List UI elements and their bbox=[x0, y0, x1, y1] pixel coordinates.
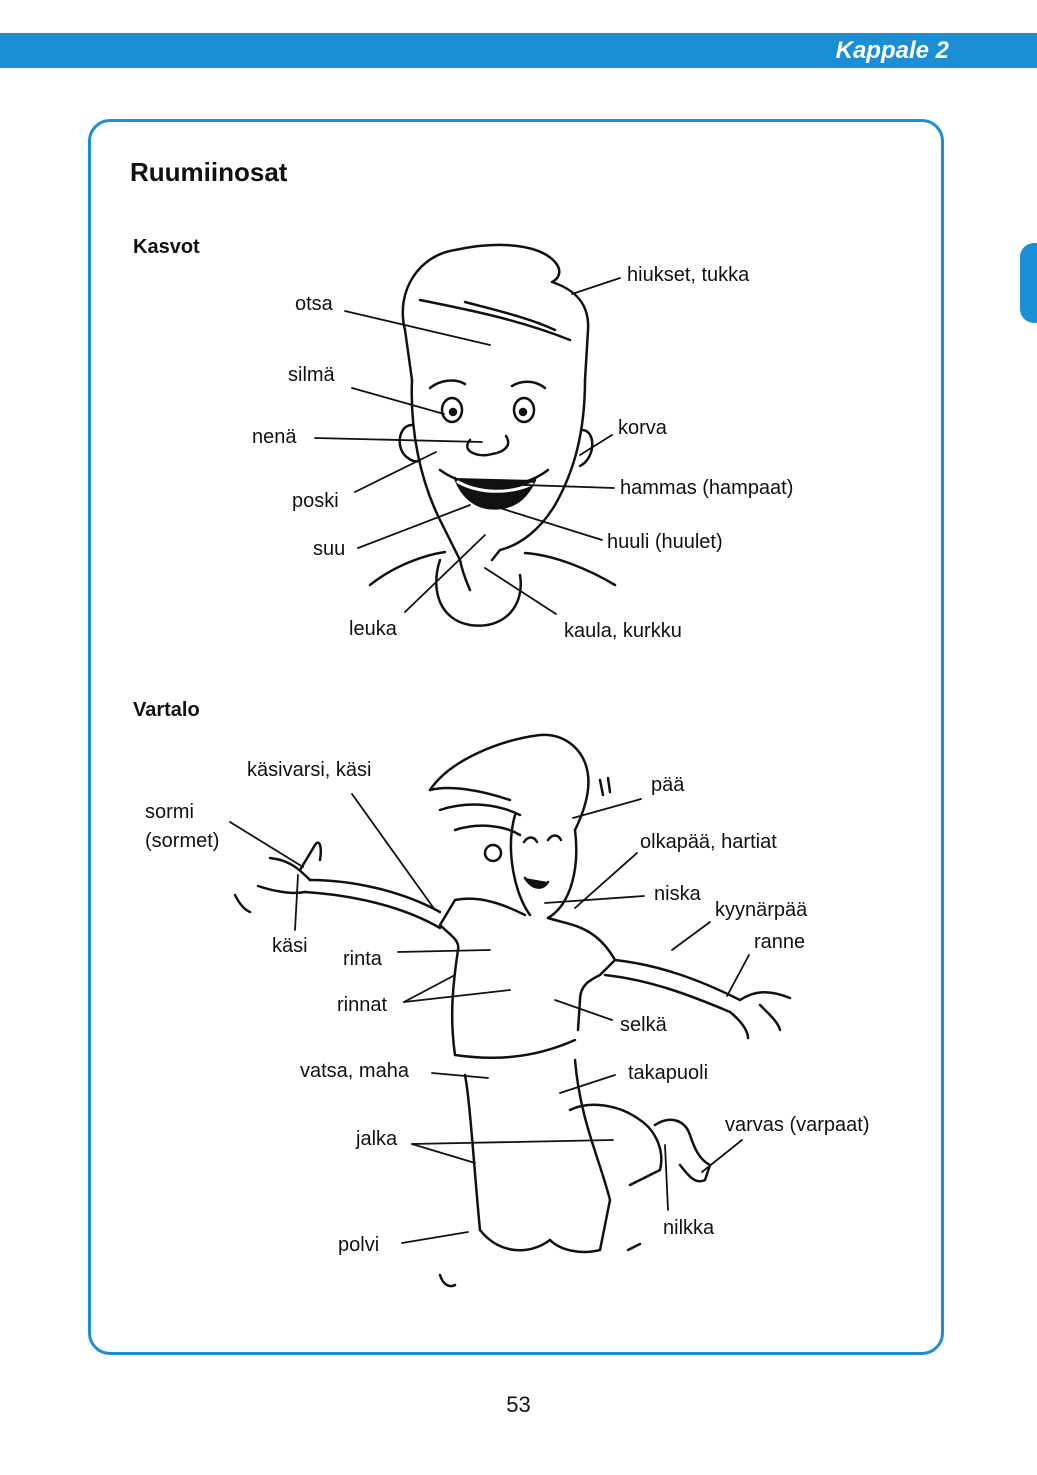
label-eye: silmä bbox=[288, 364, 335, 386]
label-hand: käsi bbox=[272, 935, 308, 957]
label-stomach: vatsa, maha bbox=[300, 1060, 409, 1082]
label-chin: leuka bbox=[349, 618, 397, 640]
face-drawing bbox=[370, 245, 615, 626]
label-back: selkä bbox=[620, 1014, 667, 1036]
label-lip: huuli (huulet) bbox=[607, 531, 723, 553]
page-number: 53 bbox=[506, 1392, 531, 1417]
section-heading-face: Kasvot bbox=[133, 236, 200, 258]
label-arm: käsivarsi, käsi bbox=[247, 759, 372, 781]
label-wrist: ranne bbox=[754, 931, 806, 953]
label-knee: polvi bbox=[338, 1234, 380, 1256]
label-ear: korva bbox=[618, 417, 667, 439]
label-shoulder: olkapää, hartiat bbox=[640, 831, 777, 853]
label-mouth: suu bbox=[313, 538, 346, 560]
section-heading-body: Vartalo bbox=[133, 699, 200, 721]
label-elbow: kyynärpää bbox=[715, 899, 808, 921]
label-hair: hiukset, tukka bbox=[627, 264, 750, 286]
label-buttocks: takapuoli bbox=[628, 1062, 709, 1084]
chapter-title: Kappale 2 bbox=[835, 37, 949, 64]
label-nose: nenä bbox=[252, 426, 297, 448]
label-ankle: nilkka bbox=[663, 1217, 715, 1239]
label-toe: varvas (varpaat) bbox=[725, 1114, 870, 1136]
label-forehead: otsa bbox=[295, 293, 333, 315]
label-finger: sormi bbox=[145, 801, 194, 823]
page-title: Ruumiinosat bbox=[130, 157, 288, 187]
label-nape: niska bbox=[654, 883, 701, 905]
label-chest: rinta bbox=[343, 948, 382, 970]
label-leg: jalka bbox=[356, 1128, 398, 1150]
label-head: pää bbox=[651, 774, 685, 796]
body-drawing bbox=[235, 735, 790, 1286]
label-neck-throat: kaula, kurkku bbox=[564, 620, 682, 642]
label-breasts: rinnat bbox=[337, 994, 388, 1016]
label-tooth: hammas (hampaat) bbox=[620, 477, 794, 499]
label-cheek: poski bbox=[292, 490, 339, 512]
label-fingers: (sormet) bbox=[145, 830, 220, 852]
